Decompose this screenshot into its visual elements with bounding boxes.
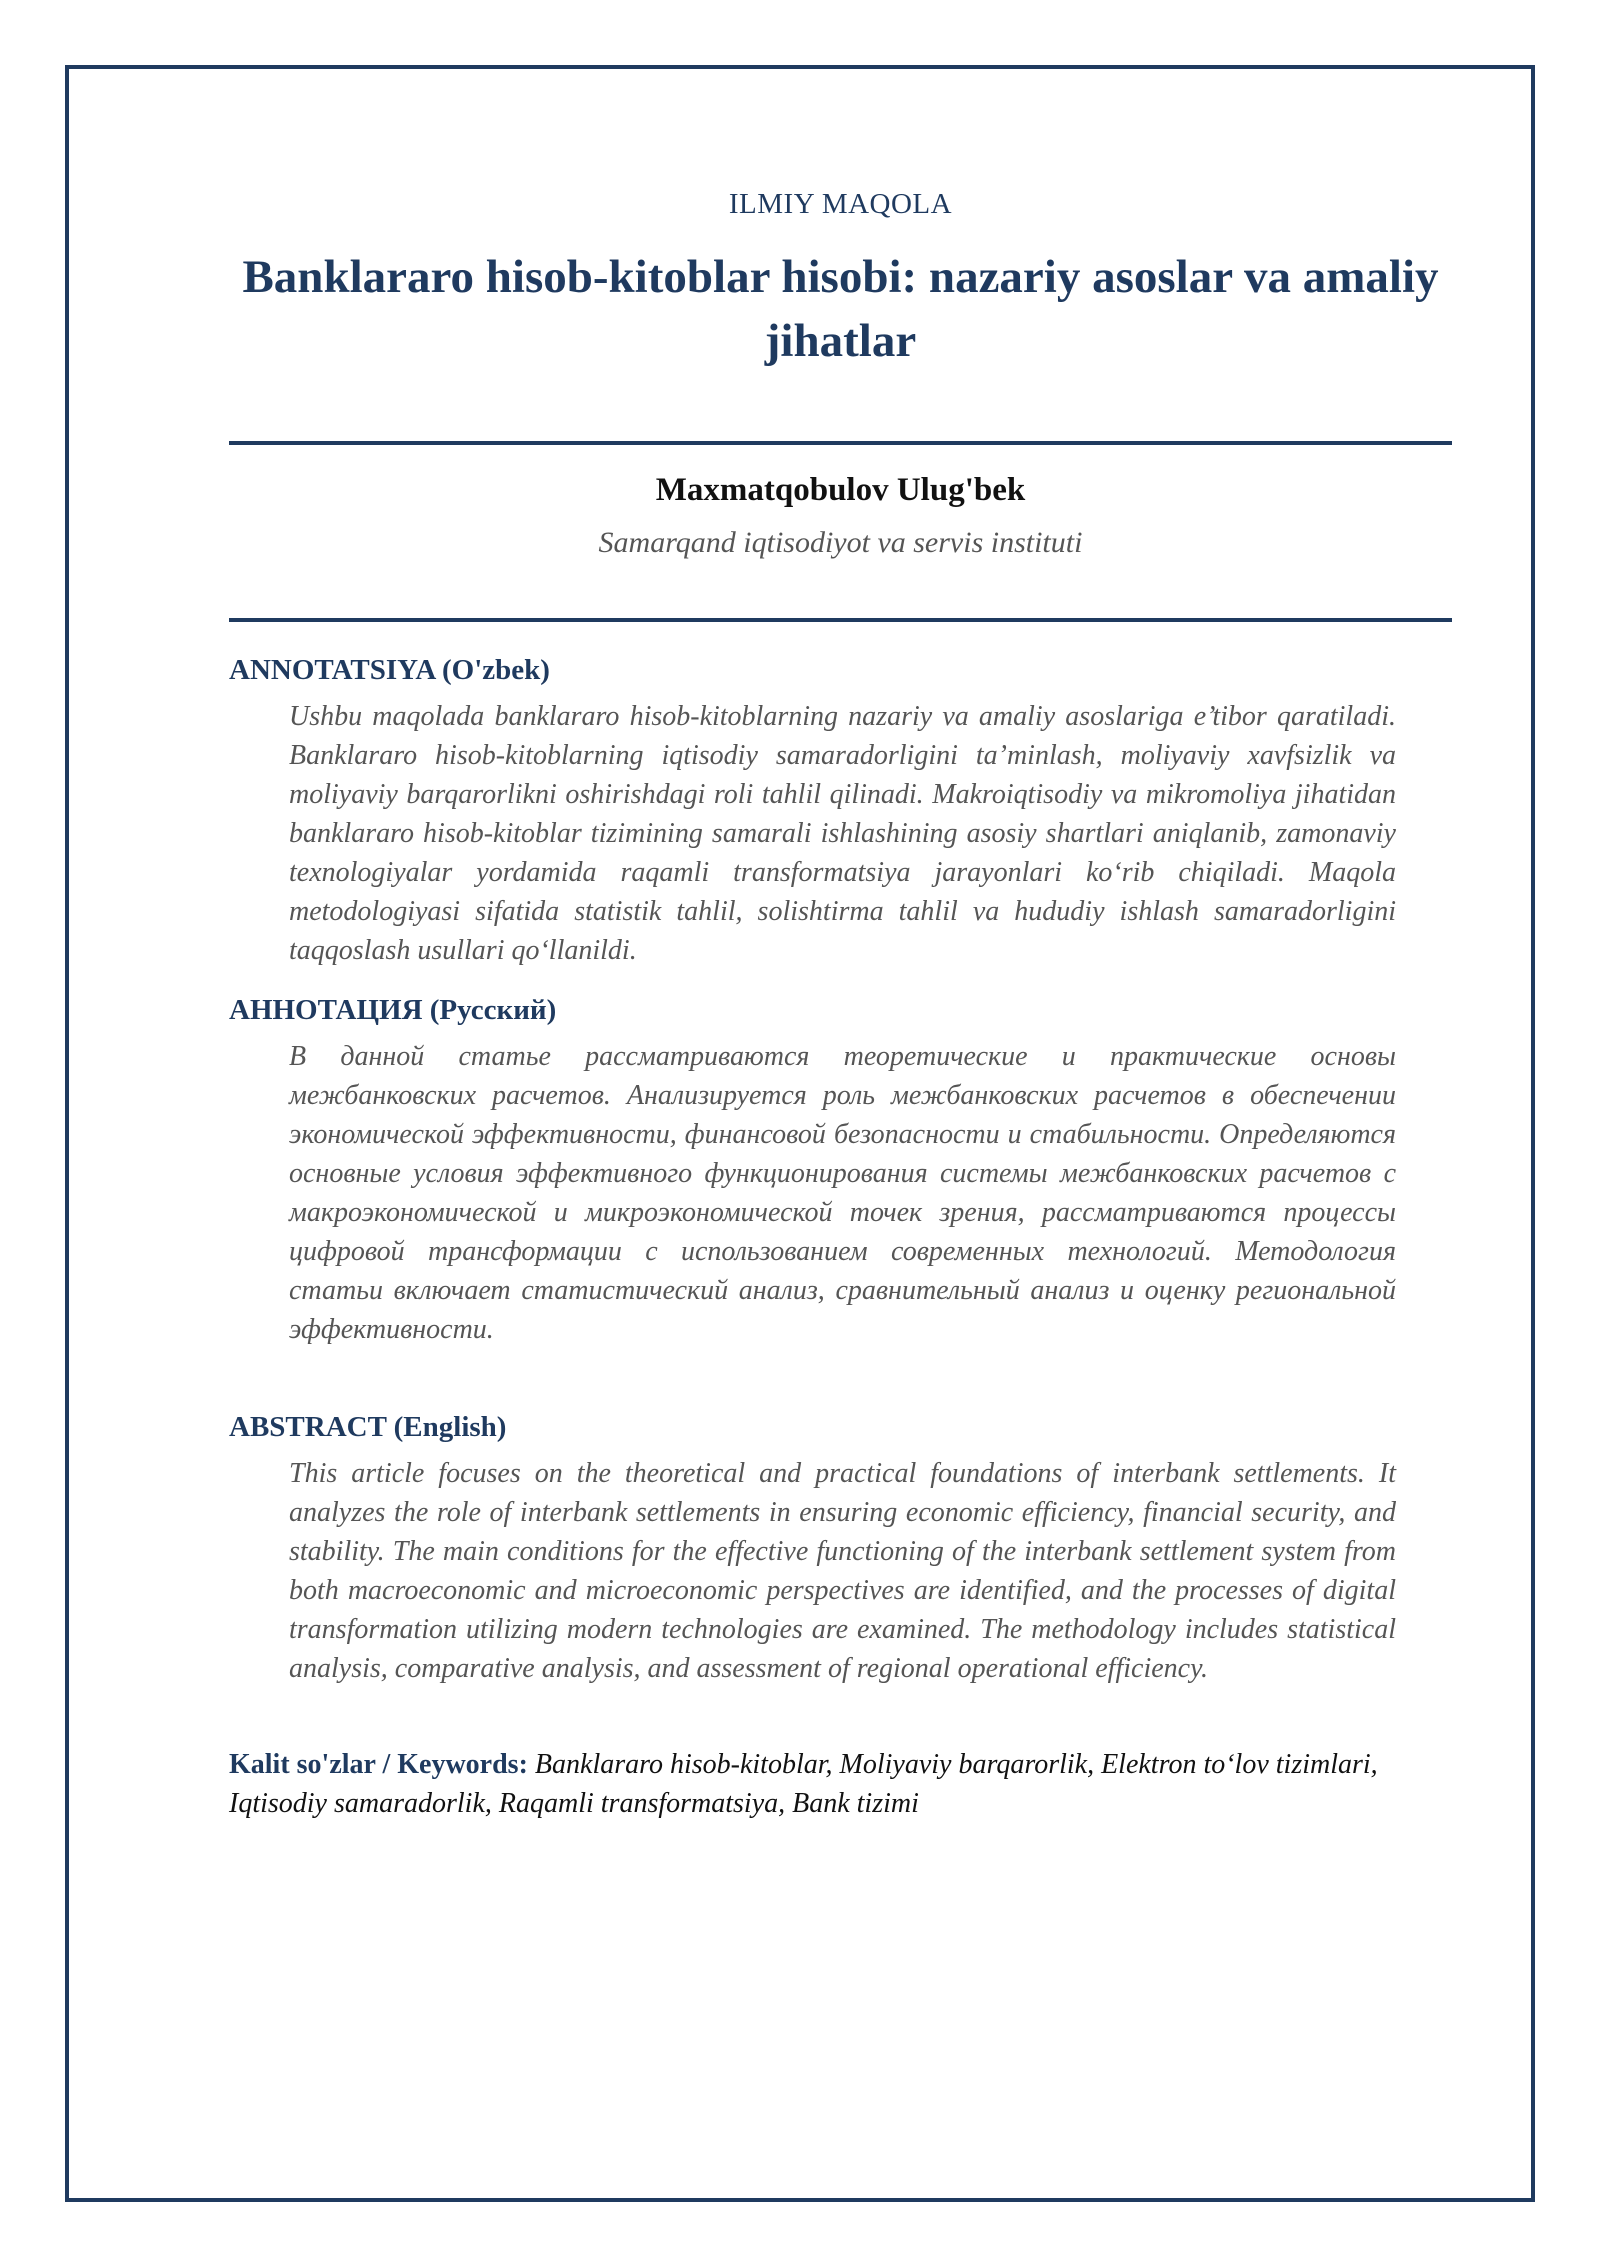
author-divider [229, 618, 1452, 622]
title-divider [229, 441, 1452, 445]
article-type-label: ILMIY MAQOLA [728, 188, 953, 220]
abstract-heading-en: ABSTRACT (English) [229, 1411, 507, 1443]
author-name: Maxmatqobulov Ulug'bek [655, 472, 1026, 508]
abstract-heading-ru: АННОТАЦИЯ (Русский) [229, 994, 557, 1026]
abstract-text-en: This article focuses on the theoretical and practical foundations of interbank settlements. It analyzes the role of interbank settlements in ensuring economic efficiency, financial security, and stability. The main conditions for the effective functioning of the interbank settlement system from both macroeconomic and microeconomic perspectives are identified, and the processes of digital transformation utilizing modern technologies are examined. The methodology includes statistical analysis, comparative analysis, and assessment of regional operational efficiency. [289, 1458, 1396, 1684]
author-affiliation: Samarqand iqtisodiyot va servis instituti [598, 526, 1083, 559]
keywords-label: Kalit so'zlar / Keywords: [229, 1749, 528, 1780]
article-title: Banklararo hisob-kitoblar hisobi: nazariy asoslar va amaliy jihatlar [242, 251, 1439, 367]
keywords-list: Banklararo hisob-kitoblar, Moliyaviy barqarorlik, Elektron to‘lov tizimlari, Iqtisodiy samaradorlik, Raqamli transformatsiya, Bank tizimi [229, 1749, 1378, 1819]
keywords-block [229, 1745, 1452, 1823]
abstract-heading-uz: ANNOTATSIYA (O'zbek) [229, 654, 550, 686]
abstract-text-ru: В данной статье рассматриваются теоретические и практические основы межбанковских расчетов. Анализируется роль межбанковских расчетов в обеспечении экономической эффективности, финансовой безопасности и стабильности. Определяются основные условия эффективного функционирования системы межбанковских расчетов с макроэкономической и микроэкономической точек зрения, рассматриваются процессы цифровой трансформации с использованием современных технологий. Методология статьи включает статистический анализ, сравнительный анализ и оценку региональной эффективности. [289, 1041, 1396, 1345]
abstract-text-uz: Ushbu maqolada banklararo hisob-kitoblarning nazariy va amaliy asoslariga e’tibor qaratiladi. Banklararo hisob-kitoblarning iqtisodiy samaradorligini ta’minlash, moliyaviy xavfsizlik va moliyaviy barqarorlikni oshirishdagi roli tahlil qilinadi. Makroiqtisodiy va mikromoliya jihatidan banklararo hisob-kitoblar tizimining samarali ishlashining asosiy shartlari aniqlanib, zamonaviy texnologiyalar yordamida raqamli transformatsiya jarayonlari ko‘rib chiqiladi. Maqola metodologiyasi sifatida statistik tahlil, solishtirma tahlil va hududiy ishlash samaradorligini taqqoslash usullari qo‘llanildi. [289, 701, 1396, 966]
